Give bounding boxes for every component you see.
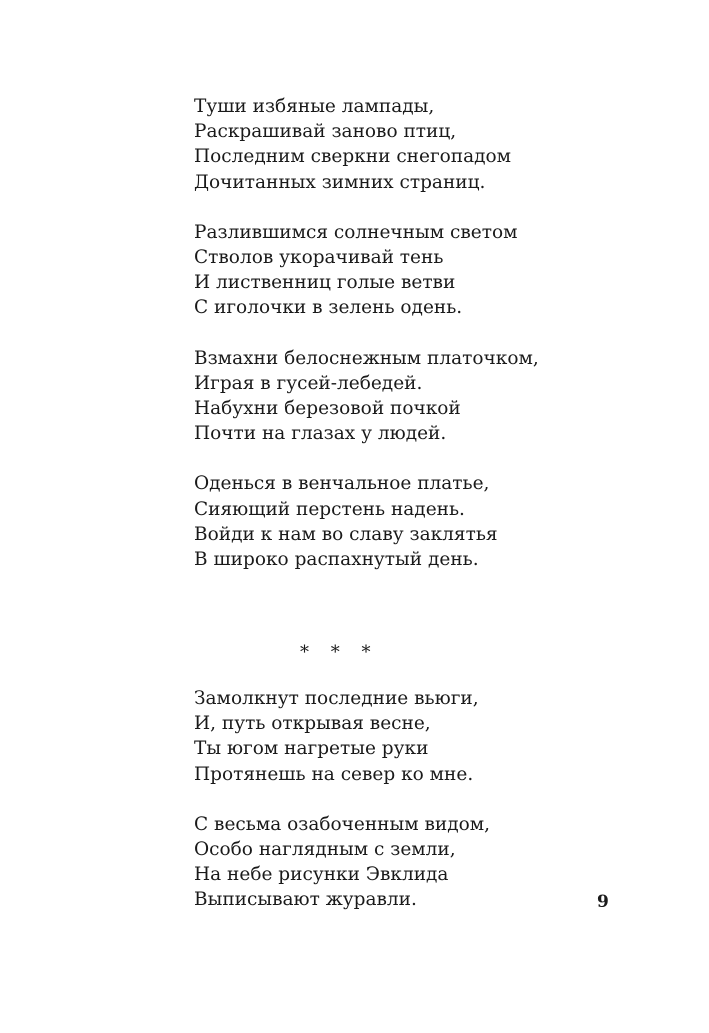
page-number: 9: [597, 892, 609, 912]
poem-line: Замолкнут последние вьюги,: [194, 688, 479, 709]
poem-line: С весьма озабоченным видом,: [194, 813, 491, 835]
poem-line: Дочитанных зимних страниц.: [194, 171, 486, 193]
poem-line: На небе рисунки Эвклида: [194, 864, 449, 886]
poem-line: И лиственниц голые ветви: [194, 272, 456, 294]
poem-line: Войди к нам во славу заклятья: [194, 523, 498, 545]
stanza: [194, 471, 614, 572]
poem-line: Набухни березовой почкой: [194, 398, 461, 420]
poem-line: Выписывают журавли.: [194, 889, 417, 911]
poem-line: Разлившимся солнечным светом: [194, 221, 518, 243]
poem-line: Взмахни белоснежным платочком,: [194, 347, 539, 369]
poem-line: Последним сверкни снегопадом: [194, 146, 512, 168]
poem-line: Сияющий перстень надень.: [194, 498, 465, 520]
poem-line: И, путь открывая весне,: [194, 713, 431, 735]
poem-line: Ты югом нагретые руки: [194, 738, 429, 760]
stanza: [194, 812, 614, 913]
poem-line: Стволов укорачивай тень: [194, 247, 444, 269]
stanza: [194, 220, 614, 321]
poem-line: Туши избяные лампады,: [194, 96, 435, 117]
poem-line: Почти на глазах у людей.: [194, 423, 447, 445]
section-separator: * * *: [300, 642, 379, 663]
poem-spring-invocation: [194, 94, 614, 597]
poem-line: С иголочки в зелень одень.: [194, 297, 463, 319]
stanza: [194, 346, 614, 447]
poem-line: Особо наглядным с земли,: [194, 839, 456, 861]
poem-line: Протянешь на север ко мне.: [194, 763, 474, 785]
poem-cranes: [194, 686, 614, 938]
poem-line: Играя в гусей-лебедей.: [194, 372, 423, 394]
stanza: [194, 686, 614, 787]
poem-line: В широко распахнутый день.: [194, 549, 479, 571]
poem-line: Оденься в венчальное платье,: [194, 473, 490, 495]
stanza: [194, 94, 614, 195]
poem-line: Раскрашивай заново птиц,: [194, 121, 457, 143]
